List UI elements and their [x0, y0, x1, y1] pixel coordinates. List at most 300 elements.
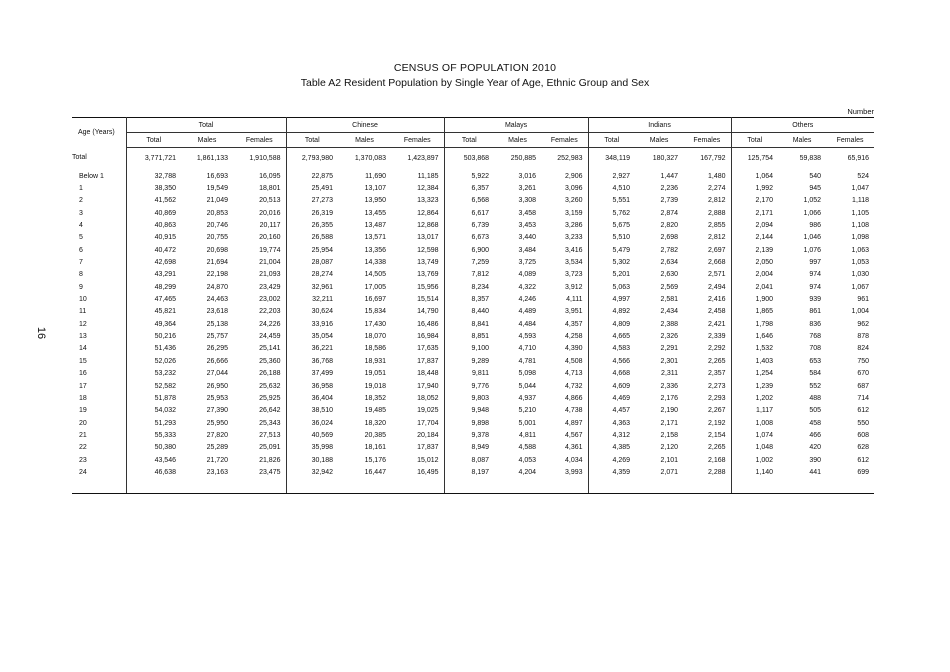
value-cell: 45,821	[154, 308, 176, 316]
subcolumn-header-chinese-males: Males	[338, 133, 391, 148]
value-cell: 15,176	[364, 456, 386, 464]
value-cell: 750	[857, 357, 870, 365]
table-row	[72, 442, 874, 454]
value-cell: 42,698	[154, 259, 176, 267]
value-cell: 20,184	[391, 429, 444, 441]
age-label: 2	[79, 197, 83, 205]
age-label: 19	[79, 407, 87, 415]
value-cell: 180,327	[652, 154, 679, 162]
value-cell: 18,352	[364, 394, 386, 402]
value-cell: 2,236	[660, 185, 679, 193]
value-cell: 26,295	[206, 345, 228, 353]
value-cell: 524	[857, 172, 870, 180]
value-cell: 25,360	[233, 355, 286, 367]
value-cell: 21,049	[206, 197, 228, 205]
value-cell: 250,885	[510, 154, 537, 162]
value-cell: 1,370,083	[354, 154, 386, 162]
value-cell: 23,618	[206, 308, 228, 316]
table-body	[72, 148, 874, 494]
age-cell	[72, 182, 126, 194]
subcolumn-header-chinese-females: Females	[391, 133, 444, 148]
value-cell: 6,900	[471, 246, 490, 254]
value-cell: 4,665	[612, 333, 631, 341]
value-cell: 25,091	[233, 442, 286, 454]
value-cell: 8,851	[471, 333, 490, 341]
value-cell: 17,704	[391, 417, 444, 429]
value-cell: 584	[809, 370, 822, 378]
value-cell: 51,293	[154, 419, 176, 427]
value-cell: 4,469	[612, 394, 631, 402]
value-cell: 4,510	[612, 185, 631, 193]
age-label: 11	[79, 308, 87, 316]
value-cell: 18,070	[364, 333, 386, 341]
value-cell: 2,571	[683, 269, 731, 281]
value-cell: 1,202	[755, 394, 774, 402]
subcolumn-header-indians-males: Males	[635, 133, 683, 148]
value-cell: 2,782	[660, 246, 679, 254]
age-label: 17	[79, 382, 87, 390]
value-cell: 25,953	[206, 394, 228, 402]
value-cell: 13,356	[364, 246, 386, 254]
value-cell: 2,041	[755, 283, 774, 291]
blank-cell	[588, 479, 635, 494]
value-cell: 33,916	[311, 320, 333, 328]
table-row	[72, 232, 874, 244]
group-header-malays: Malays	[444, 118, 588, 133]
value-cell: 52,026	[154, 357, 176, 365]
value-cell: 47,465	[154, 296, 176, 304]
value-cell: 19,051	[364, 370, 386, 378]
value-cell: 21,694	[206, 259, 228, 267]
value-cell: 4,566	[612, 357, 631, 365]
value-cell: 2,793,980	[301, 154, 333, 162]
value-cell: 4,359	[612, 468, 631, 476]
value-cell: 1,066	[803, 209, 822, 217]
value-cell: 17,430	[364, 320, 386, 328]
subcolumn-header-total-total: Total	[126, 133, 181, 148]
value-cell: 40,915	[154, 234, 176, 242]
value-cell: 2,170	[755, 197, 774, 205]
value-cell: 3,912	[541, 281, 588, 293]
table-row	[72, 454, 874, 466]
value-cell: 1,004	[851, 308, 870, 316]
value-cell: 51,878	[154, 394, 176, 402]
value-cell: 390	[809, 456, 822, 464]
value-cell: 9,776	[471, 382, 490, 390]
value-cell: 6,739	[471, 222, 490, 230]
value-cell: 25,138	[206, 320, 228, 328]
value-cell: 4,583	[612, 345, 631, 353]
value-cell: 2,274	[683, 182, 731, 194]
value-cell: 2,291	[660, 345, 679, 353]
value-cell: 3,096	[541, 182, 588, 194]
value-cell: 49,364	[154, 320, 176, 328]
value-cell: 14,505	[364, 271, 386, 279]
value-cell: 2,273	[683, 380, 731, 392]
age-cell	[72, 244, 126, 256]
value-cell: 466	[809, 431, 822, 439]
value-cell: 20,160	[233, 232, 286, 244]
value-cell: 15,956	[391, 281, 444, 293]
value-cell: 28,274	[311, 271, 333, 279]
value-cell: 1,118	[852, 197, 870, 205]
value-cell: 6,568	[471, 197, 490, 205]
table-row	[72, 182, 874, 194]
value-cell: 4,246	[518, 296, 537, 304]
value-cell: 20,853	[206, 209, 228, 217]
value-cell: 1,532	[755, 345, 774, 353]
value-cell: 4,710	[518, 345, 537, 353]
value-cell: 25,343	[233, 417, 286, 429]
value-cell: 5,201	[612, 271, 631, 279]
value-cell: 4,385	[612, 444, 631, 452]
subcolumn-header-malays-total: Total	[444, 133, 494, 148]
value-cell: 2,874	[660, 209, 679, 217]
value-cell: 43,291	[154, 271, 176, 279]
value-cell: 8,234	[471, 283, 490, 291]
blank-cell	[826, 479, 874, 494]
value-cell: 861	[809, 308, 822, 316]
value-cell: 16,486	[391, 318, 444, 330]
value-cell: 17,005	[364, 283, 386, 291]
value-cell: 167,792	[683, 148, 731, 167]
table-end-row	[72, 479, 874, 494]
value-cell: 1,865	[755, 308, 774, 316]
value-cell: 3,534	[541, 256, 588, 268]
value-cell: 32,942	[311, 468, 333, 476]
value-cell: 2,171	[660, 419, 679, 427]
value-cell: 2,267	[683, 405, 731, 417]
table-row	[72, 380, 874, 392]
value-cell: 1,002	[755, 456, 774, 464]
value-cell: 20,117	[233, 219, 286, 231]
value-cell: 3,260	[541, 195, 588, 207]
value-cell: 13,749	[391, 256, 444, 268]
age-cell	[72, 355, 126, 367]
group-header-chinese: Chinese	[286, 118, 444, 133]
value-cell: 1,053	[851, 259, 870, 267]
value-cell: 12,868	[391, 219, 444, 231]
value-cell: 4,390	[541, 343, 588, 355]
value-cell: 35,054	[311, 333, 333, 341]
value-cell: 1,030	[851, 271, 870, 279]
value-cell: 17,635	[391, 343, 444, 355]
value-cell: 1,108	[851, 222, 870, 230]
value-cell: 420	[809, 444, 822, 452]
value-cell: 24,463	[206, 296, 228, 304]
value-cell: 13,769	[391, 269, 444, 281]
value-cell: 4,781	[518, 357, 537, 365]
blank-cell	[541, 479, 588, 494]
value-cell: 32,788	[154, 172, 176, 180]
value-cell: 2,326	[660, 333, 679, 341]
age-label: 21	[79, 431, 87, 439]
value-cell: 53,232	[154, 370, 176, 378]
value-cell: 4,457	[612, 407, 631, 415]
value-cell: 2,311	[661, 370, 679, 378]
value-cell: 2,265	[683, 355, 731, 367]
value-cell: 1,076	[803, 246, 822, 254]
subcolumn-header-indians-total: Total	[588, 133, 635, 148]
value-cell: 4,484	[518, 320, 537, 328]
value-cell: 25,491	[311, 185, 333, 193]
value-cell: 962	[857, 320, 870, 328]
value-cell: 4,322	[518, 283, 537, 291]
table-row	[72, 306, 874, 318]
blank-cell	[683, 479, 731, 494]
value-cell: 19,018	[364, 382, 386, 390]
value-cell: 17,837	[391, 442, 444, 454]
value-cell: 2,812	[683, 232, 731, 244]
age-cell	[72, 417, 126, 429]
subcolumn-header-row	[72, 133, 874, 148]
age-label: 7	[79, 259, 83, 267]
value-cell: 2,697	[683, 244, 731, 256]
value-cell: 16,697	[364, 296, 386, 304]
value-cell: 40,472	[154, 246, 176, 254]
age-label: 13	[79, 333, 87, 341]
value-cell: 503,868	[463, 154, 490, 162]
subcolumn-header-others-total: Total	[731, 133, 778, 148]
value-cell: 1,105	[851, 209, 870, 217]
value-cell: 20,016	[233, 207, 286, 219]
value-cell: 19,549	[206, 185, 228, 193]
table-row	[72, 330, 874, 342]
age-label: 18	[79, 394, 87, 402]
value-cell: 20,385	[364, 431, 386, 439]
value-cell: 13,017	[391, 232, 444, 244]
value-cell: 16,447	[364, 468, 386, 476]
value-cell: 27,044	[206, 370, 228, 378]
value-cell: 3,951	[541, 306, 588, 318]
document-title: CENSUS OF POPULATION 2010	[393, 62, 557, 74]
value-cell: 20,698	[206, 246, 228, 254]
value-cell: 40,569	[311, 431, 333, 439]
table-row	[72, 256, 874, 268]
age-cell	[72, 269, 126, 281]
value-cell: 878	[857, 333, 870, 341]
value-cell: 43,546	[154, 456, 176, 464]
value-cell: 4,866	[541, 392, 588, 404]
subcolumn-header-indians-females: Females	[683, 133, 731, 148]
value-cell: 3,016	[518, 172, 537, 180]
value-cell: 5,098	[518, 370, 537, 378]
value-cell: 5,479	[612, 246, 631, 254]
value-cell: 6,357	[471, 185, 490, 193]
value-cell: 16,095	[233, 170, 286, 182]
value-cell: 670	[857, 370, 870, 378]
value-cell: 1,052	[803, 197, 822, 205]
value-cell: 2,698	[660, 234, 679, 242]
blank-cell	[338, 479, 391, 494]
value-cell: 9,289	[471, 357, 490, 365]
value-cell: 4,892	[612, 308, 631, 316]
value-cell: 2,004	[755, 271, 774, 279]
value-cell: 9,811	[472, 370, 490, 378]
age-label: 15	[79, 357, 87, 365]
group-header-others: Others	[731, 118, 874, 133]
value-cell: 30,624	[311, 308, 333, 316]
value-cell: 1,067	[851, 283, 870, 291]
value-cell: 11,185	[391, 170, 444, 182]
value-cell: 1,798	[755, 320, 774, 328]
age-label: 6	[79, 246, 83, 254]
value-cell: 27,390	[206, 407, 228, 415]
value-cell: 27,273	[311, 197, 333, 205]
age-label: 22	[79, 444, 87, 452]
value-cell: 2,139	[755, 246, 774, 254]
value-cell: 1,239	[755, 382, 774, 390]
age-cell	[72, 195, 126, 207]
value-cell: 4,312	[612, 431, 631, 439]
value-cell: 1,403	[755, 357, 774, 365]
value-cell: 714	[857, 394, 870, 402]
age-cell	[72, 442, 126, 454]
value-cell: 9,378	[471, 431, 490, 439]
value-cell: 612	[857, 407, 870, 415]
value-cell: 4,508	[541, 355, 588, 367]
value-cell: 13,950	[364, 197, 386, 205]
value-cell: 21,826	[233, 454, 286, 466]
value-cell: 14,338	[364, 259, 386, 267]
value-cell: 3,261	[518, 185, 537, 193]
value-cell: 16,693	[206, 172, 228, 180]
value-cell: 708	[809, 345, 822, 353]
blank-cell	[635, 479, 683, 494]
value-cell: 458	[809, 419, 822, 427]
value-cell: 3,725	[518, 259, 537, 267]
value-cell: 2,176	[660, 394, 679, 402]
value-cell: 2,388	[660, 320, 679, 328]
value-cell: 2,071	[660, 468, 679, 476]
blank-cell	[233, 479, 286, 494]
value-cell: 9,803	[471, 394, 490, 402]
value-cell: 19,774	[233, 244, 286, 256]
value-cell: 505	[809, 407, 822, 415]
age-cell	[72, 293, 126, 305]
age-cell	[72, 466, 126, 478]
value-cell: 1,646	[755, 333, 774, 341]
value-cell: 27,820	[206, 431, 228, 439]
age-cell	[72, 306, 126, 318]
value-cell: 699	[857, 468, 870, 476]
age-label: 24	[79, 468, 87, 476]
value-cell: 1,910,588	[233, 148, 286, 167]
value-cell: 40,869	[154, 209, 176, 217]
value-cell: 26,319	[311, 209, 333, 217]
value-cell: 30,188	[311, 456, 333, 464]
age-cell	[72, 454, 126, 466]
value-cell: 1,117	[756, 407, 774, 415]
value-cell: 15,514	[391, 293, 444, 305]
table-row	[72, 281, 874, 293]
value-cell: 552	[809, 382, 822, 390]
group-header-row	[72, 118, 874, 133]
subcolumn-header-others-females: Females	[826, 133, 874, 148]
table-row	[72, 318, 874, 330]
table-row	[72, 195, 874, 207]
value-cell: 5,044	[518, 382, 537, 390]
value-cell: 59,838	[799, 154, 822, 162]
value-cell: 4,738	[541, 405, 588, 417]
value-cell: 55,333	[154, 431, 176, 439]
value-cell: 23,429	[233, 281, 286, 293]
value-cell: 4,489	[518, 308, 537, 316]
value-cell: 2,581	[660, 296, 679, 304]
value-cell: 13,107	[364, 185, 386, 193]
value-cell: 974	[809, 283, 822, 291]
age-column-header: Age (Years)	[72, 118, 126, 148]
value-cell: 2,357	[683, 368, 731, 380]
value-cell: 4,588	[518, 444, 537, 452]
value-cell: 14,790	[391, 306, 444, 318]
value-cell: 6,617	[471, 209, 490, 217]
value-cell: 974	[809, 271, 822, 279]
blank-cell	[444, 479, 494, 494]
value-cell: 540	[809, 172, 822, 180]
age-cell	[72, 429, 126, 441]
value-cell: 8,197	[471, 468, 490, 476]
value-cell: 38,350	[154, 185, 176, 193]
value-cell: 2,265	[683, 442, 731, 454]
value-cell: 13,571	[364, 234, 386, 242]
value-cell: 7,812	[471, 271, 490, 279]
value-cell: 1,098	[851, 234, 870, 242]
value-cell: 22,875	[311, 172, 333, 180]
value-cell: 13,455	[364, 209, 386, 217]
value-cell: 2,339	[683, 330, 731, 342]
table-row	[72, 405, 874, 417]
value-cell: 550	[857, 419, 870, 427]
value-cell: 12,864	[391, 207, 444, 219]
value-cell: 18,052	[391, 392, 444, 404]
value-cell: 32,961	[311, 283, 333, 291]
age-label: Below 1	[79, 172, 104, 180]
value-cell: 48,299	[154, 283, 176, 291]
value-cell: 9,100	[471, 345, 490, 353]
value-cell: 5,001	[518, 419, 537, 427]
value-cell: 5,675	[612, 222, 631, 230]
value-cell: 4,897	[541, 417, 588, 429]
value-cell: 488	[809, 394, 822, 402]
value-cell: 38,510	[311, 407, 333, 415]
value-cell: 2,888	[683, 207, 731, 219]
age-label: 4	[79, 222, 83, 230]
population-table	[72, 117, 874, 494]
age-cell	[72, 330, 126, 342]
age-cell	[72, 281, 126, 293]
blank-cell	[286, 479, 338, 494]
value-cell: 9,898	[471, 419, 490, 427]
age-label: 8	[79, 271, 83, 279]
value-cell: 18,801	[233, 182, 286, 194]
value-cell: 608	[857, 431, 870, 439]
value-cell: 4,269	[612, 456, 631, 464]
value-cell: 945	[809, 185, 822, 193]
value-cell: 1,480	[683, 170, 731, 182]
value-cell: 2,416	[683, 293, 731, 305]
value-cell: 12,598	[391, 244, 444, 256]
age-cell	[72, 392, 126, 404]
value-cell: 2,288	[683, 466, 731, 478]
value-cell: 13,487	[364, 222, 386, 230]
value-cell: 36,221	[311, 345, 333, 353]
value-cell: 4,937	[518, 394, 537, 402]
subcolumn-header-total-males: Males	[181, 133, 233, 148]
table-row	[72, 429, 874, 441]
value-cell: 2,120	[660, 444, 679, 452]
value-cell: 25,950	[206, 419, 228, 427]
